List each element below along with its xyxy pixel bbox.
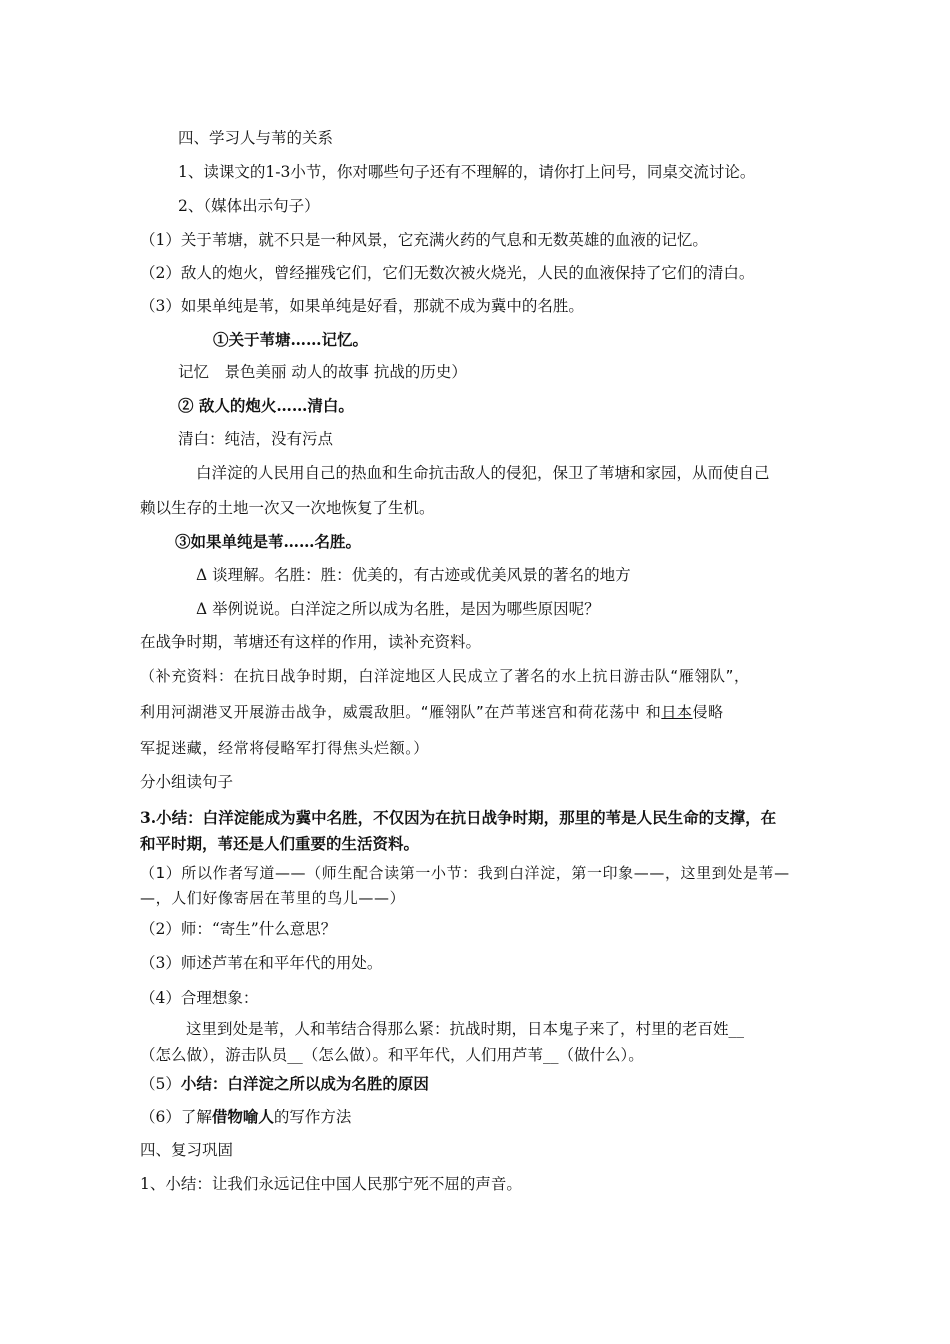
- definition-qingbai: 清白：纯洁，没有污点: [178, 430, 334, 448]
- item-4: （4）合理想象：: [140, 989, 259, 1007]
- imagine-line-1: 这里到处是苇，人和苇结合得那么紧：抗战时期，日本鬼子来了，村里的老百姓__: [186, 1020, 745, 1038]
- item-6-suffix: 的写作方法: [273, 1108, 352, 1126]
- sentence-2: （2）敌人的炮火，曾经摧残它们，它们无数次被火烧光，人民的血液保持了它们的清白。: [140, 264, 755, 282]
- group-reading: 分小组读句子: [140, 773, 234, 791]
- delta-item-2: Δ 举例说说。白洋淀之所以成为名胜，是因为哪些原因呢？: [196, 600, 600, 618]
- item-5-number: （5）: [140, 1075, 181, 1093]
- item-5-text: 小结：白洋淀之所以成为名胜的原因: [180, 1074, 429, 1093]
- point-3-heading: ③如果单纯是苇……名胜。: [175, 532, 362, 551]
- item-1-line-2: —，人们好像寄居在苇里的鸟儿——）: [140, 889, 406, 907]
- supplement-line-2: [140, 702, 724, 722]
- supplement-line-3: 军捉迷藏，经常将侵略军打得焦头烂额。）: [140, 739, 429, 757]
- sentence-3: （3）如果单纯是苇，如果单纯是好看，那就不成为冀中的名胜。: [140, 297, 584, 315]
- supplement-text-a: 利用河湖港叉开展游击战争，威震敌胆。“雁翎队”在芦苇迷宫和荷花荡中 和: [140, 703, 662, 721]
- imagine-line-2: （怎么做），游击队员__（怎么做）。和平年代，人们用芦苇__（做什么）。: [140, 1046, 644, 1064]
- paragraph-line-1: 白洋淀的人民用自己的热血和生命抗击敌人的侵犯，保卫了苇塘和家园，从而使自己: [196, 464, 770, 482]
- item-3: （3）师述芦苇在和平年代的用处。: [140, 954, 383, 972]
- supplement-line-1: （补充资料：在抗日战争时期，白洋淀地区人民成立了著名的水上抗日游击队“雁翎队”，: [140, 667, 750, 685]
- item-6: [140, 1107, 351, 1127]
- review-heading: 四、复习巩固: [140, 1141, 234, 1159]
- item-5: [140, 1074, 429, 1094]
- instruction-1: 1、读课文的1-3小节，你对哪些句子还有不理解的，请你打上问号，同桌交流讨论。: [178, 163, 756, 181]
- paragraph-line-2: 赖以生存的土地一次又一次地恢复了生机。: [140, 499, 435, 517]
- underlined-japan: 日本: [661, 703, 693, 721]
- section-heading: 四、学习人与苇的关系: [178, 129, 334, 147]
- supplement-text-b: 侵略: [692, 703, 724, 721]
- delta-item-1: Δ 谈理解。名胜：胜：优美的，有古迹或优美风景的著名的地方: [196, 566, 631, 584]
- point-1-heading: ①关于苇塘……记忆。: [213, 330, 369, 349]
- war-time-text: 在战争时期，苇塘还有这样的作用，读补充资料。: [140, 633, 482, 651]
- review-item-1: 1、小结：让我们永远记住中国人民那宁死不屈的声音。: [140, 1175, 522, 1193]
- point-1-notes: 记忆 景色美丽 动人的故事 抗战的历史）: [178, 363, 467, 381]
- sentence-1: （1）关于苇塘，就不只是一种风景，它充满火药的气息和无数英雄的血液的记忆。: [140, 231, 708, 249]
- item-2: （2）师：“寄生”什么意思？: [140, 920, 337, 938]
- instruction-2: 2、（媒体出示句子）: [178, 197, 320, 215]
- summary-line-1: 3.小结：白洋淀能成为冀中名胜，不仅因为在抗日战争时期，那里的苇是人民生命的支撑，在: [140, 808, 777, 827]
- point-2-heading: ② 敌人的炮火……清白。: [178, 396, 354, 415]
- item-6-bold: 借物喻人: [211, 1107, 274, 1126]
- summary-line-2: 和平时期，苇还是人们重要的生活资料。: [140, 834, 420, 853]
- item-1-line-1: （1）所以作者写道——（师生配合读第一小节：我到白洋淀，第一印象——，这里到处是苇—: [140, 864, 790, 882]
- item-6-prefix: （6）了解: [140, 1108, 212, 1126]
